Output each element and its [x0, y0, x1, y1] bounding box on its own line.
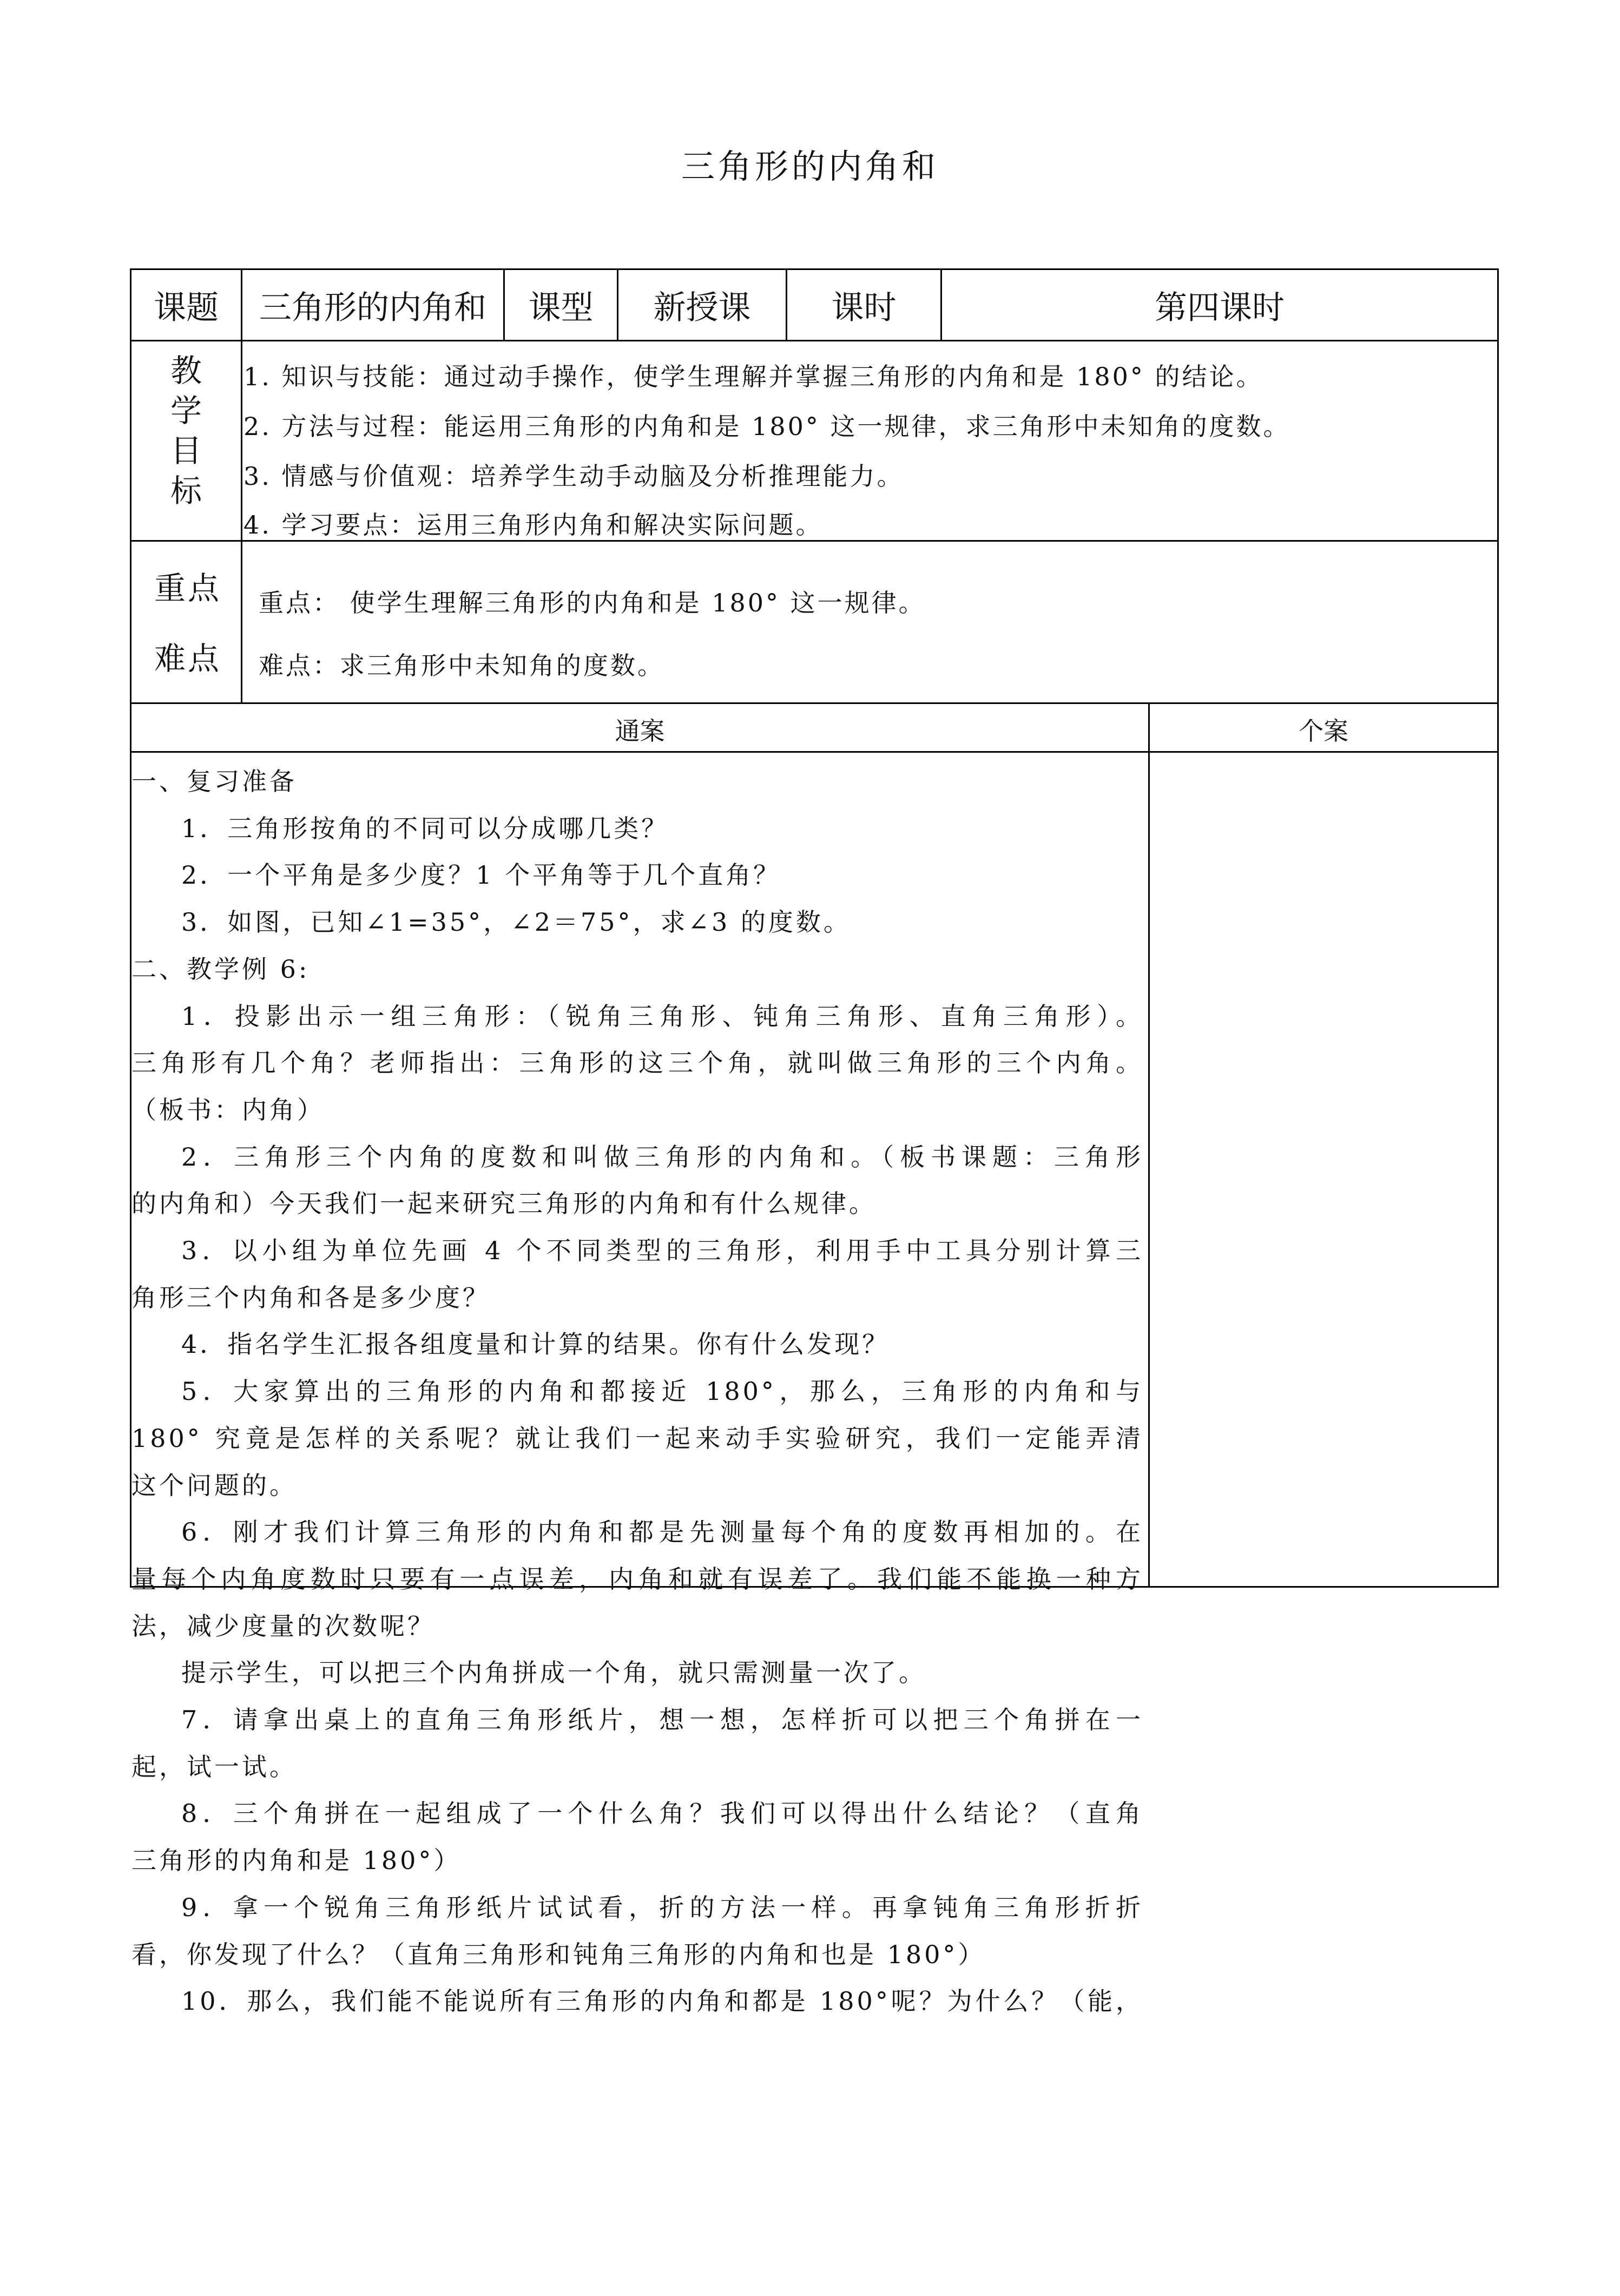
- period-value: 第四课时: [1155, 288, 1285, 327]
- objectives-label-char: 教: [170, 352, 202, 389]
- plan-line: 三角形有几个角？老师指出：三角形的这三个角，就叫做三角形的三个内角。: [131, 1048, 1143, 1077]
- plan-line: 一、复习准备: [131, 767, 297, 796]
- difficult-point-label: 难点: [154, 640, 222, 677]
- topic-label: 课题: [154, 288, 219, 327]
- difficult-point-text: 难点：求三角形中未知角的度数。: [259, 651, 664, 680]
- plan-line: 5．大家算出的三角形的内角和都接近 180°，那么，三角形的内角和与: [181, 1377, 1143, 1406]
- plan-line: 4．指名学生汇报各组度量和计算的结果。你有什么发现？: [181, 1330, 890, 1359]
- plan-line: 6．刚才我们计算三角形的内角和都是先测量每个角的度数再相加的。在: [181, 1517, 1143, 1547]
- plan-line: 7．请拿出桌上的直角三角形纸片，想一想，怎样折可以把三个角拼在一: [181, 1705, 1143, 1734]
- plan-line: 提示学生，可以把三个内角拼成一个角，就只需测量一次了。: [181, 1658, 926, 1687]
- objectives-label-char: 标: [170, 472, 202, 509]
- plan-line: 2．一个平角是多少度？1 个平角等于几个直角？: [181, 860, 781, 890]
- objective-item: 3. 情感与价值观：培养学生动手动脑及分析推理能力。: [243, 462, 904, 491]
- page-title: 三角形的内角和: [681, 147, 939, 186]
- plan-line: 起，试一试。: [131, 1752, 297, 1781]
- period-label: 课时: [831, 288, 897, 327]
- plan-line: 1．投影出示一组三角形：（锐角三角形、钝角三角形、直角三角形）。: [181, 1002, 1143, 1031]
- plan-line: 二、教学例 6:: [131, 955, 310, 984]
- plan-line: 看，你发现了什么？（直角三角形和钝角三角形的内角和也是 180°）: [131, 1940, 986, 1969]
- type-label: 课型: [528, 288, 594, 327]
- topic-value: 三角形的内角和: [259, 288, 486, 327]
- row-divider: [130, 340, 1499, 341]
- individual-plan-header: 个案: [1299, 716, 1348, 746]
- row-divider: [130, 702, 1499, 704]
- plan-line: 1．三角形按角的不同可以分成哪几类？: [181, 814, 669, 843]
- plan-line: 10．那么，我们能不能说所有三角形的内角和都是 180°呢？为什么？（能，: [181, 1986, 1143, 2016]
- plan-line: 3．以小组为单位先画 4 个不同类型的三角形，利用手中工具分别计算三: [181, 1236, 1143, 1265]
- plan-line: 量每个内角度数时只要有一点误差，内角和就有误差了。我们能不能换一种方: [131, 1564, 1143, 1594]
- plan-line: 9．拿一个锐角三角形纸片试试看，折的方法一样。再拿钝角三角形折折: [181, 1893, 1143, 1922]
- plan-line: 3．如图，已知∠1=35°，∠2＝75°，求∠3 的度数。: [181, 907, 851, 937]
- plan-line: 三角形的内角和是 180°）: [131, 1846, 462, 1875]
- objective-item: 1. 知识与技能：通过动手操作，使学生理解并掌握三角形的内角和是 180° 的结论。: [243, 362, 1263, 391]
- plan-line: 180° 究竟是怎样的关系呢？就让我们一起来动手实验研究，我们一定能弄清: [131, 1424, 1143, 1453]
- col-divider: [241, 340, 242, 702]
- plan-line: （板书：内角）: [131, 1095, 325, 1124]
- plan-line: 8．三个角拼在一起组成了一个什么角？我们可以得出什么结论？（直角: [181, 1799, 1143, 1828]
- row-divider: [130, 751, 1499, 753]
- key-point-text: 重点： 使学生理解三角形的内角和是 180° 这一规律。: [259, 588, 926, 617]
- objective-item: 4. 学习要点：运用三角形内角和解决实际问题。: [243, 510, 823, 540]
- col-divider: [1148, 702, 1150, 1588]
- plan-line: 2．三角形三个内角的度数和叫做三角形的内角和。（板书课题：三角形: [181, 1142, 1143, 1172]
- objective-item: 2. 方法与过程：能运用三角形的内角和是 180° 这一规律，求三角形中未知角的度数。: [243, 412, 1290, 441]
- plan-line: 法，减少度量的次数呢？: [131, 1611, 435, 1641]
- plan-line: 角形三个内角和各是多少度？: [131, 1283, 490, 1312]
- objectives-label: [170, 351, 202, 511]
- key-point-label: 重点: [154, 570, 222, 607]
- common-plan-header: 通案: [615, 716, 665, 746]
- objectives-label-char: 目: [170, 432, 202, 469]
- objectives-label-char: 学: [170, 392, 202, 429]
- plan-line: 的内角和）今天我们一起来研究三角形的内角和有什么规律。: [131, 1189, 877, 1218]
- type-value: 新授课: [653, 288, 751, 327]
- plan-line: 这个问题的。: [131, 1471, 297, 1500]
